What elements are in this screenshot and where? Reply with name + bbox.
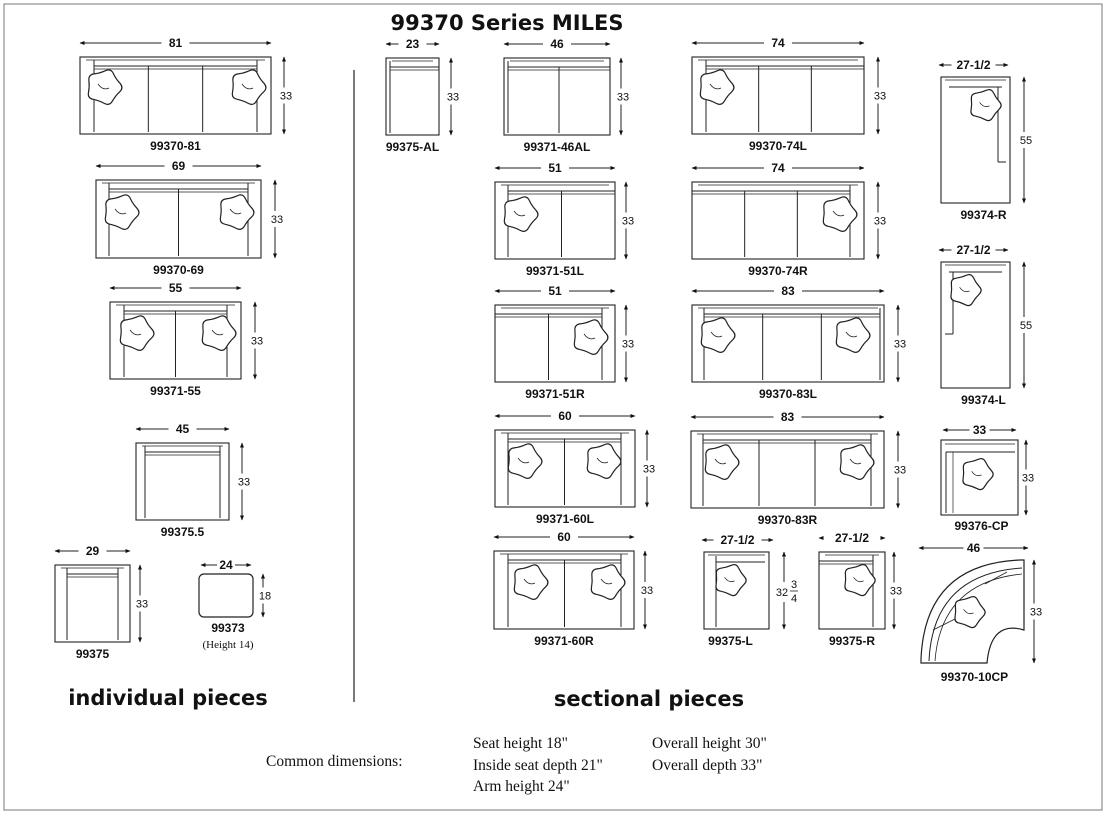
piece-model-label: 99371-51L	[525, 264, 585, 278]
throw-pillow-icon	[591, 565, 625, 599]
piece-99370-74L	[692, 36, 886, 153]
throw-pillow-icon	[701, 318, 735, 352]
piece-outline	[386, 58, 439, 135]
section-label-individual: individual pieces	[68, 686, 268, 710]
throw-pillow-icon	[705, 445, 739, 479]
piece-99371-55	[110, 281, 263, 398]
depth-dimension-label: 33	[621, 338, 635, 351]
width-dimension-label: 46	[966, 541, 981, 555]
width-dimension-label: 51	[548, 161, 562, 175]
piece-99370-69	[96, 159, 283, 277]
depth-dimension-label: 33	[250, 335, 264, 348]
piece-outline	[55, 565, 130, 642]
depth-dimension-label: 33	[621, 215, 635, 228]
depth-dimension-label: 33	[1029, 606, 1043, 619]
piece-99371-60R	[494, 530, 653, 648]
width-dimension-label: 55	[168, 281, 183, 295]
depth-dimension-label: 33	[889, 585, 903, 598]
piece-99375	[55, 544, 148, 661]
piece-model-label: 99370-81	[150, 139, 201, 153]
depth-dimension-label: 55	[1019, 320, 1033, 332]
piece-99375.5	[136, 422, 250, 539]
width-dimension-label: 45	[175, 422, 190, 436]
depth-dimension-label: 33	[642, 463, 656, 476]
depth-dimension-label: 33	[135, 598, 149, 611]
width-dimension-label: 27-1/2	[956, 58, 991, 72]
throw-pillow-icon	[232, 70, 266, 104]
piece-model-label: 99371-60L	[535, 512, 595, 526]
depth-dimension-label: 33	[446, 91, 460, 104]
width-dimension-label: 60	[558, 409, 572, 423]
depth-dimension-label: 55	[1019, 135, 1033, 147]
throw-pillow-icon	[508, 444, 542, 478]
piece-99375-L	[702, 533, 798, 648]
throw-pillow-icon	[587, 444, 621, 478]
piece-model-label: 99371-51R	[525, 387, 585, 401]
piece-99375-R	[819, 531, 902, 648]
depth-dimension-label: 33	[270, 214, 284, 226]
depth-dimension-label: 33	[873, 215, 887, 228]
depth-dimension-label: 33	[237, 476, 251, 489]
piece-model-label: 99373	[211, 621, 245, 635]
piece-99370-74R	[692, 161, 886, 278]
common-seat-height: Seat height 18"	[473, 735, 569, 752]
piece-model-label: 99371-60R	[534, 634, 594, 648]
piece-model-label: 99371-46AL	[523, 140, 591, 154]
depth-fraction-denominator: 4	[790, 593, 798, 605]
width-dimension-label: 27-1/2	[956, 243, 991, 257]
throw-pillow-icon	[963, 459, 993, 490]
width-dimension-label: 27-1/2	[720, 533, 755, 547]
throw-pillow-icon	[836, 318, 870, 352]
depth-dimension-label: 18	[258, 590, 272, 603]
piece-model-label: 99374-R	[960, 208, 1007, 222]
piece-99370-10CP	[919, 541, 1042, 684]
piece-model-label: 99370-83R	[757, 513, 818, 527]
throw-pillow-icon	[105, 195, 139, 229]
width-dimension-label: 33	[972, 423, 987, 437]
throw-pillow-icon	[514, 565, 548, 599]
ottoman-outline	[199, 574, 253, 617]
piece-99371-46AL	[504, 37, 629, 154]
piece-99371-60L	[495, 409, 655, 526]
piece-99373	[199, 558, 271, 651]
section-label-sectional: sectional pieces	[553, 687, 745, 711]
depth-dimension-label: 33	[279, 90, 293, 103]
piece-99371-51L	[495, 161, 634, 278]
piece-model-label: 99370-74L	[748, 139, 808, 153]
throw-pillow-icon	[971, 90, 1001, 121]
piece-99371-51R	[495, 284, 634, 401]
width-dimension-label: 83	[780, 410, 795, 424]
width-dimension-label: 83	[781, 284, 795, 298]
throw-pillow-icon	[823, 197, 857, 231]
piece-99370-83R	[691, 410, 906, 527]
piece-outline	[136, 443, 229, 520]
throw-pillow-icon	[120, 316, 154, 350]
width-dimension-label: 51	[548, 284, 562, 298]
piece-model-label: 99375-AL	[385, 140, 440, 154]
throw-pillow-icon	[955, 597, 985, 628]
throw-pillow-icon	[716, 565, 746, 596]
width-dimension-label: 60	[557, 530, 571, 544]
piece-model-label: 99376-CP	[954, 519, 1009, 533]
piece-model-label: 99370-74R	[748, 264, 808, 278]
throw-pillow-icon	[504, 197, 538, 231]
width-dimension-label: 69	[171, 159, 186, 173]
width-dimension-label: 24	[219, 558, 233, 572]
piece-model-label: 99375-L	[708, 634, 753, 648]
depth-dimension-label: 33	[1021, 472, 1035, 485]
piece-99370-81	[80, 36, 292, 153]
piece-99376-CP	[941, 423, 1034, 533]
width-dimension-label: 81	[168, 36, 183, 50]
width-dimension-label: 74	[771, 161, 785, 175]
piece-model-label: 99370-83L	[758, 387, 818, 401]
throw-pillow-icon	[951, 275, 981, 306]
depth-dimension-label: 33	[893, 464, 907, 477]
throw-pillow-icon	[845, 565, 875, 596]
piece-height-note: (Height 14)	[202, 639, 254, 651]
common-dimensions-heading: Common dimensions:	[266, 753, 403, 770]
piece-model-label: 99371-55	[150, 384, 201, 398]
pieces-layer	[55, 36, 1042, 684]
piece-99370-83L	[692, 284, 906, 401]
throw-pillow-icon	[574, 320, 608, 354]
width-dimension-label: 46	[550, 37, 564, 51]
piece-model-label: 99370-10CP	[940, 670, 1009, 684]
throw-pillow-icon	[700, 70, 734, 104]
common-overall-depth: Overall depth 33"	[652, 757, 763, 774]
depth-fraction-numerator: 3	[790, 579, 798, 591]
common-dimensions	[266, 735, 767, 795]
width-dimension-label: 27-1/2	[834, 531, 870, 545]
width-dimension-label: 74	[771, 36, 785, 50]
piece-model-label: 99370-69	[153, 263, 204, 277]
piece-99374-R	[939, 58, 1032, 222]
piece-99374-L	[939, 243, 1032, 407]
throw-pillow-icon	[88, 70, 122, 104]
throw-pillow-icon	[220, 195, 254, 229]
common-overall-height: Overall height 30"	[652, 735, 767, 752]
depth-dimension-label: 33	[640, 585, 654, 597]
width-dimension-label: 29	[85, 544, 100, 558]
piece-model-label: 99375	[75, 647, 110, 661]
piece-model-label: 99375.5	[160, 525, 205, 539]
width-dimension-label: 23	[405, 37, 420, 51]
depth-dimension-label: 33	[893, 338, 907, 351]
common-arm-height: Arm height 24"	[473, 778, 570, 795]
piece-model-label: 99375-R	[828, 634, 876, 648]
depth-dimension-label: 33	[616, 91, 630, 104]
depth-dimension-label: 33	[873, 90, 887, 103]
page-title: 99370 Series MILES	[390, 11, 624, 35]
common-inside-seat-depth: Inside seat depth 21"	[473, 757, 603, 774]
piece-outline	[504, 58, 610, 135]
throw-pillow-icon	[202, 316, 236, 350]
depth-dimension-label: 32	[775, 587, 789, 599]
piece-model-label: 99374-L	[961, 393, 1006, 407]
piece-99375-AL	[386, 37, 459, 154]
throw-pillow-icon	[840, 445, 874, 479]
